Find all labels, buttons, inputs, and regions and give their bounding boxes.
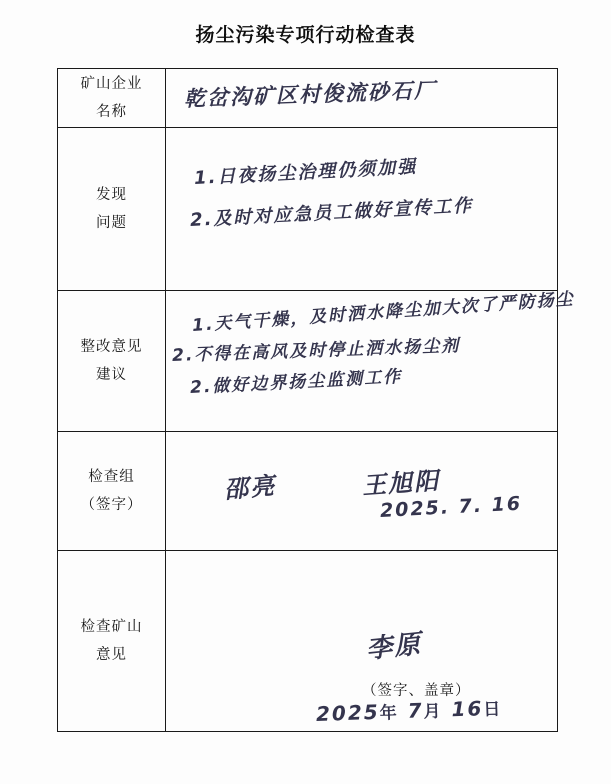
row-content-company[interactable]: [166, 69, 558, 128]
handwritten-date-mine: [316, 695, 503, 726]
date-month-unit: 月: [423, 701, 443, 722]
row-label-line1: 矿山企业: [80, 76, 143, 92]
handwritten-advice-line-1: 1.天气干燥，及时洒水降尘加大次了严防扬尘: [191, 289, 576, 336]
table-row: [58, 128, 558, 291]
handwritten-advice-line-3: 2.做好边界扬尘监测工作: [189, 366, 403, 398]
handwritten-problem-line-2: 2.及时对应急员工做好宣传工作: [189, 195, 474, 231]
inspection-form-table: [57, 68, 576, 732]
date-year-unit: 年: [379, 703, 400, 723]
handwritten-date-inspection: 2025. 7. 16: [379, 492, 523, 522]
row-label-mine-opinion: [58, 551, 166, 732]
row-label-problems: [58, 128, 166, 291]
row-label-line1: 检查组: [88, 469, 135, 485]
table-row: [58, 432, 558, 551]
row-label-line2: 名称: [96, 104, 127, 120]
table-row: [58, 551, 558, 732]
row-label-line1: 检查矿山: [80, 619, 143, 635]
date-year: 2025: [315, 699, 381, 726]
handwritten-company-name: 乾岔沟矿区村俊流砂石厂: [183, 78, 438, 111]
signature-inspector-1: 邵亮: [222, 471, 278, 504]
row-label-line2: 问题: [96, 215, 127, 231]
row-label-line2: 建议: [96, 367, 127, 383]
row-label-line1: 整改意见: [80, 339, 143, 355]
row-label-inspection-group: [58, 432, 166, 551]
row-content-advice[interactable]: [166, 289, 576, 432]
signature-inspector-2: 王旭阳: [361, 466, 441, 500]
row-label-line2: 意见: [96, 647, 127, 663]
handwritten-advice-line-2: 2.不得在高风及时停止洒水扬尘剂: [171, 335, 461, 366]
signature-mine-representative: 李原: [364, 629, 424, 665]
row-label-advice: [58, 291, 166, 432]
row-content-mine-opinion[interactable]: [166, 551, 558, 732]
table-row: [58, 291, 558, 432]
date-day-unit: 日: [483, 699, 503, 720]
date-day: 16: [451, 696, 484, 722]
row-label-line1: 发现: [96, 187, 127, 203]
row-label-company: [58, 69, 166, 128]
date-month: 7: [407, 698, 424, 723]
row-content-inspection-group[interactable]: [166, 432, 558, 551]
page-title: 扬尘污染专项行动检查表: [195, 25, 416, 46]
row-content-problems[interactable]: [166, 128, 558, 291]
handwritten-problem-line-1: 1.日夜扬尘治理仍须加强: [193, 156, 418, 189]
row-label-line2: （签字）: [80, 497, 143, 513]
seal-instruction-text: （签字、盖章）: [362, 683, 471, 699]
table-row: [58, 69, 558, 128]
